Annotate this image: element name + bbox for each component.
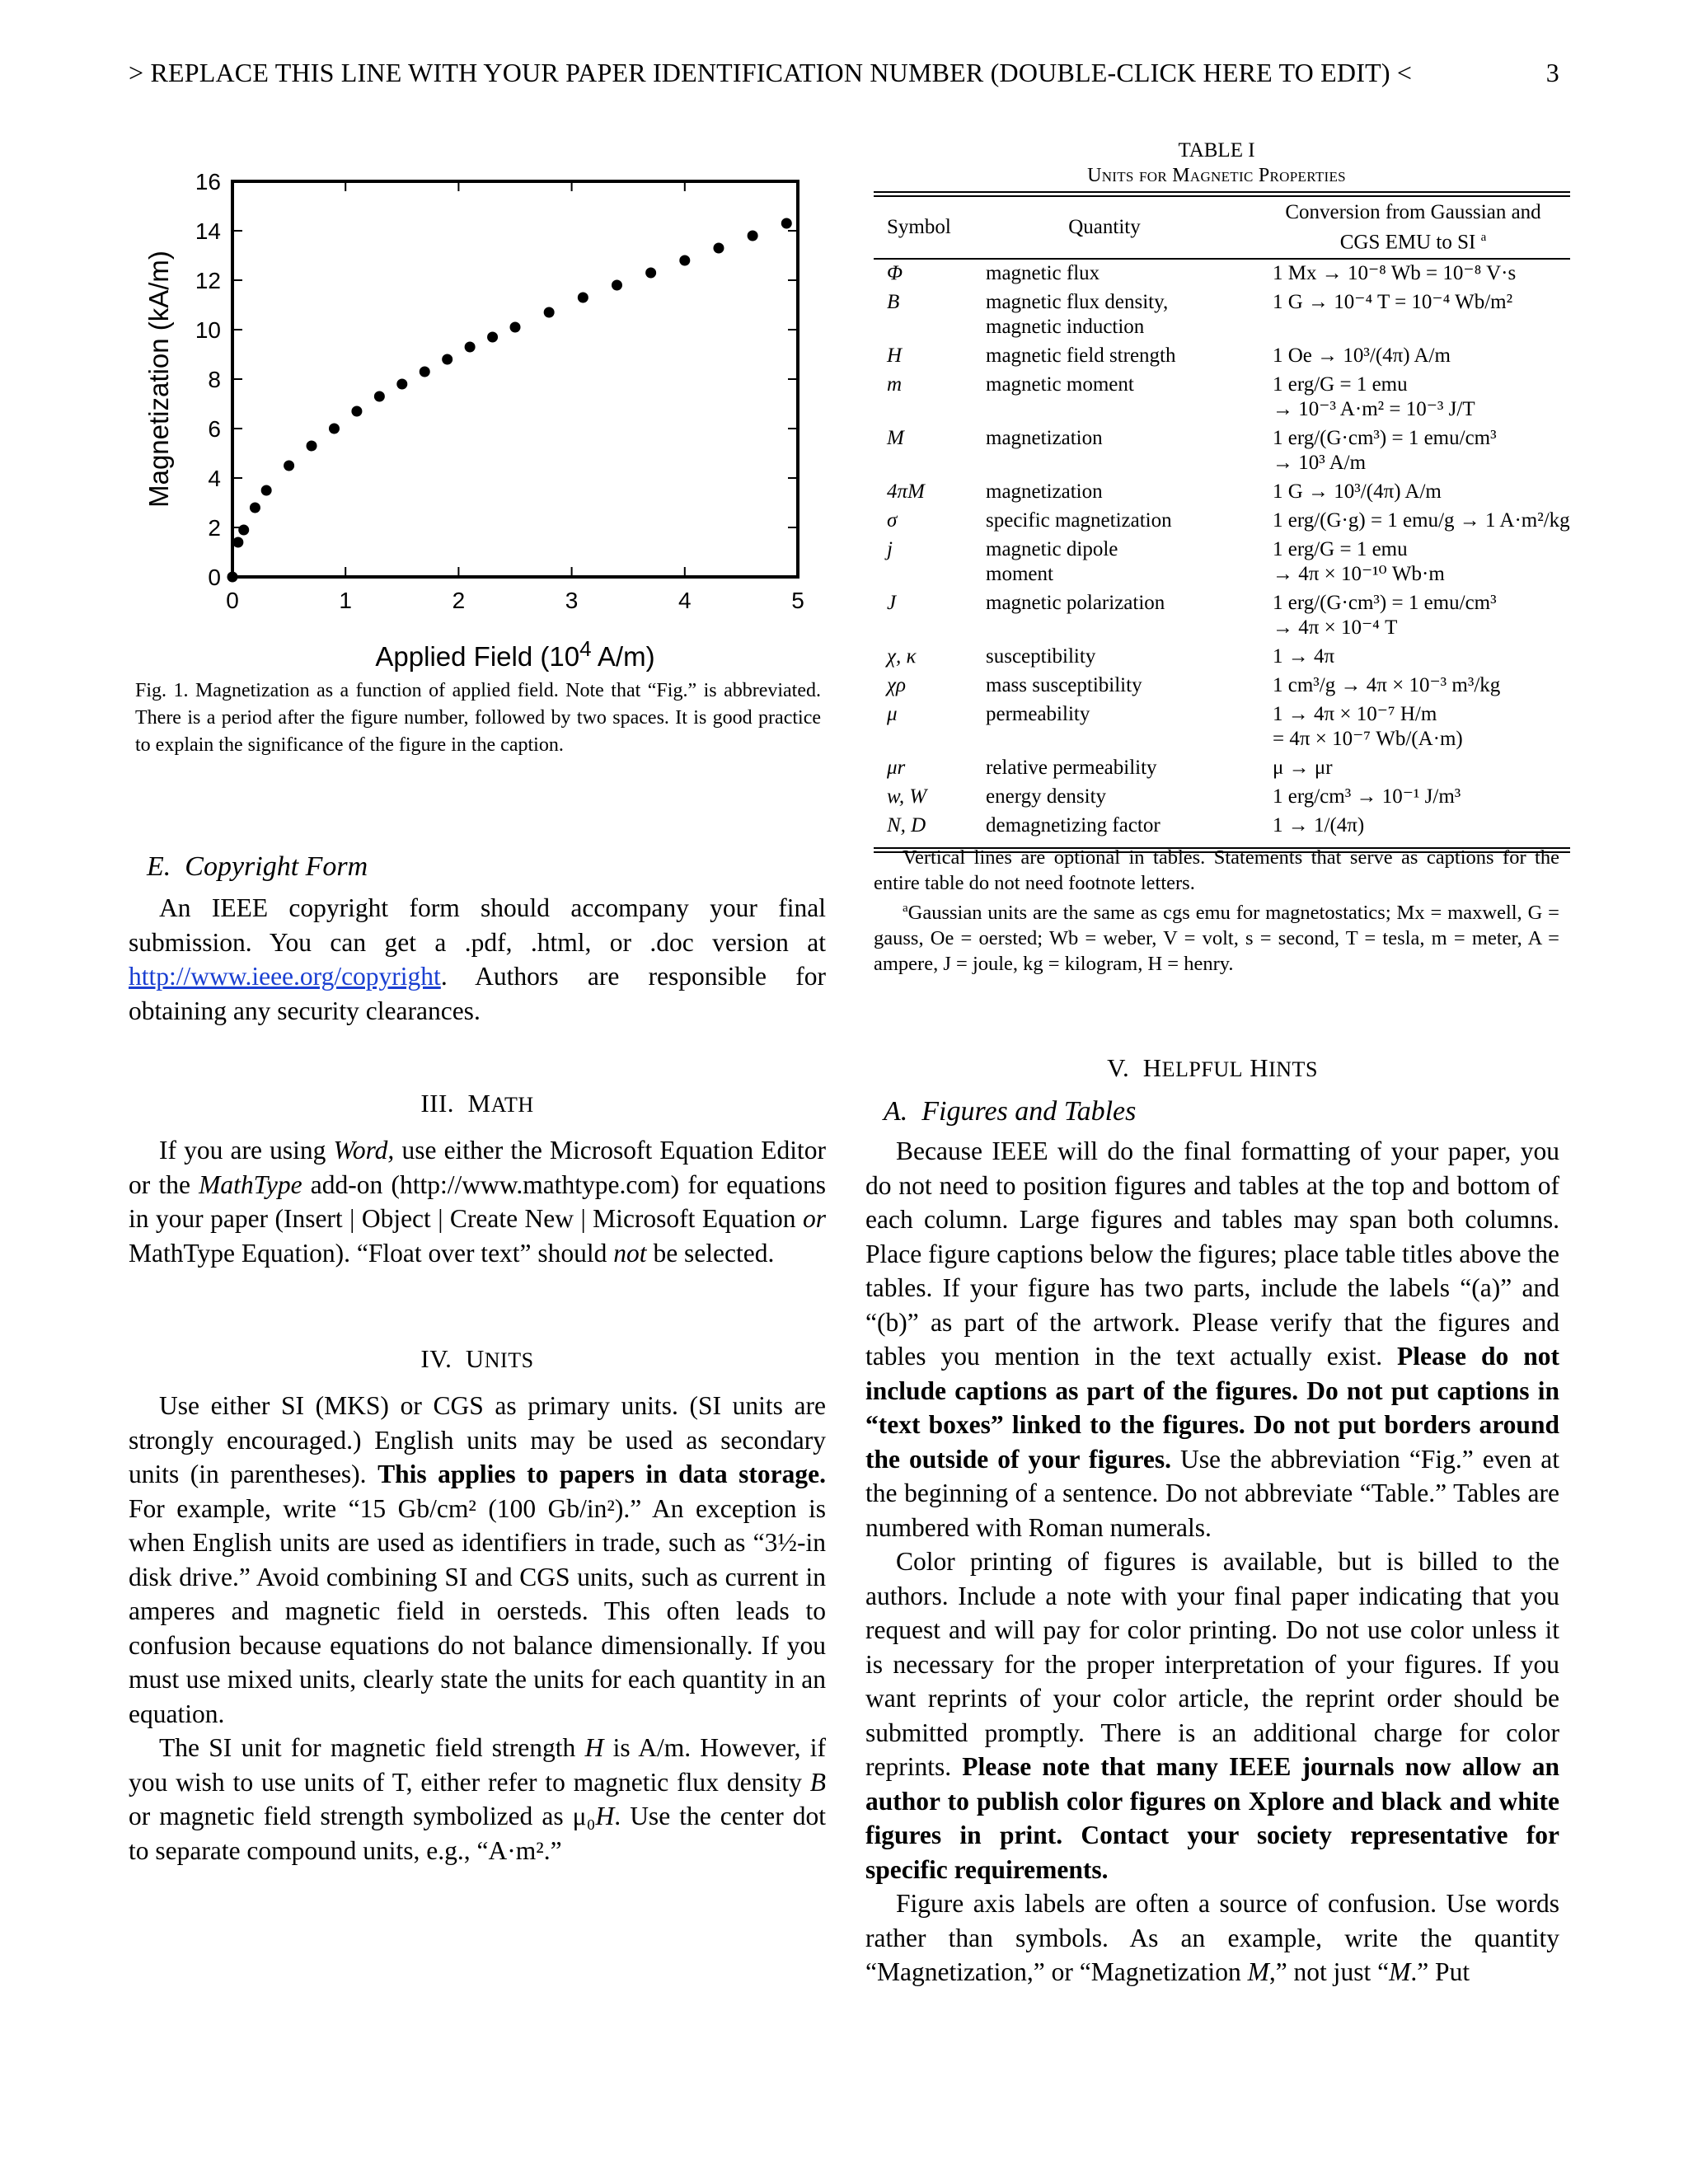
magnetization-plot <box>132 157 824 676</box>
data-point <box>645 268 656 279</box>
table-row <box>874 507 1570 536</box>
symbol-cell: χρ <box>887 674 906 697</box>
data-point <box>544 307 555 318</box>
quantity-cell: magnetic moment <box>986 373 1134 396</box>
conversion-cell: 1 Oe → 10³/(4π) A/m <box>1273 344 1451 368</box>
symbol-cell: B <box>887 291 900 314</box>
symbol-cell: w, W <box>887 785 927 808</box>
units-paragraph-2: The SI unit for magnetic field strength H is A/m. However, if you wish to use units of T, either refer to magnetic flux density B or magnetic field strength symbolized as μ₀H. Use the center dot to separate compound units, e.g., “A·m².” <box>129 1733 827 1865</box>
copyright-paragraph: An IEEE copyright form should accompany your final submission. You can get a .pdf, .html, or .doc version at http://www.ieee.org/copyright. Authors are responsible for obtaining any security clearances. <box>129 893 826 1025</box>
table-row <box>874 672 1570 701</box>
y-tick-label: 2 <box>208 515 221 541</box>
conversion-cell: 1 → 1/(4π) <box>1273 814 1365 837</box>
data-point <box>510 322 521 333</box>
conversion-cell: 1 → 4π <box>1273 645 1335 668</box>
y-tick-label: 4 <box>208 466 221 491</box>
symbol-cell: N, D <box>887 814 926 837</box>
symbol-cell: J <box>887 592 897 615</box>
x-tick-label: 5 <box>791 588 804 613</box>
figures-paragraph-2: Color printing of figures is available, but is billed to the authors. Include a note with your final paper indicating that you request and will pay for color printing. Do not use color unless it is necessary for the proper interpretation of your figures. If you want reprints of your color article, the reprint order should be submitted promptly. There is an additional charge for color reprints. Please note that many IEEE journals now allow an author to publish color figures on Xplore and black and white figures in print. Contact your society representative for specific requirements. <box>865 1547 1559 1884</box>
quantity-cell: susceptibility <box>986 645 1096 668</box>
quantity-cell: magnetic dipole moment <box>986 538 1118 586</box>
table-title <box>874 138 1559 188</box>
conversion-cell: 1 erg/(G·cm³) = 1 emu/cm³ → 4π × 10⁻⁴ T <box>1273 592 1497 640</box>
data-point <box>781 218 792 229</box>
data-point <box>227 572 238 583</box>
x-tick-label: 4 <box>678 588 692 613</box>
quantity-cell: magnetization <box>986 427 1103 450</box>
copyright-link[interactable]: http://www.ieee.org/copyright <box>129 962 441 991</box>
running-header <box>129 58 1559 88</box>
y-tick-label: 6 <box>208 416 221 442</box>
data-point <box>679 255 690 266</box>
figures-paragraph-1: Because IEEE will do the final formatting of your paper, you do not need to position figures and tables at the top and bottom of each column. Large figures and tables may span both columns. Place figure captions below the figures; place table titles above the tables. If your figure has two parts, include the labels “(a)” and “(b)” as part of the artwork. Please verify that the figures and tables you mention in the text actually exist. Please do not include captions as part of the figures. Do not put captions in “text boxes” linked to the figures. Do not put borders around the outside of your figures. Use the abbreviation “Fig.” even at the beginning of a sentence. Do not abbreviate “Table.” Tables are numbered with Roman numerals. <box>865 1137 1560 1542</box>
table-notes <box>874 845 1559 977</box>
table-row <box>874 701 1570 754</box>
data-point <box>578 293 588 303</box>
right-column <box>865 1053 1559 1990</box>
x-tick-label: 3 <box>565 588 579 613</box>
units-paragraph-1: Use either SI (MKS) or CGS as primary units. (SI units are strongly encouraged.) English units may be used as secondary units (in parentheses). This applies to papers in data storage. For example, write “15 Gb/cm² (100 Gb/in²).” An exception is when English units are used as identifiers in trade, such as “3½-in disk drive.” Avoid combining SI and CGS units, such as current in amperes and magnetic field in oersteds. This often leads to confusion because equations do not balance dimensionally. If you must use mixed units, clearly state the units for each quantity in an equation. <box>129 1391 826 1728</box>
symbol-cell: μ <box>887 703 898 726</box>
hints-heading: V. HELPFUL HINTS <box>1107 1053 1318 1082</box>
data-point <box>748 231 758 241</box>
copyright-heading: E. Copyright Form <box>147 851 368 882</box>
quantity-cell: magnetization <box>986 480 1103 504</box>
symbol-cell: m <box>887 373 903 396</box>
quantity-cell: magnetic flux <box>986 262 1100 285</box>
table-row <box>874 783 1570 812</box>
y-tick-label: 12 <box>195 268 221 293</box>
data-point <box>420 367 430 377</box>
conversion-cell: 1 → 4π × 10⁻⁷ H/m = 4π × 10⁻⁷ Wb/(A·m) <box>1273 703 1463 751</box>
table-caption: Units for Magnetic Properties <box>1087 165 1346 186</box>
table-row <box>874 536 1570 589</box>
table-note-a: $^a$Gaussian units are the same as cgs emu for magnetostatics; Mx = maxwell, G = gauss, Oe = oersted; Wb = weber, V = volt, s = second, T = tesla, m = meter, A = ampere, J = joule, kg = kilogram, H = henry. <box>874 902 1559 976</box>
symbol-cell: j <box>887 538 893 561</box>
x-axis-label: Applied Field ($10^4$ A/m) <box>375 636 655 672</box>
symbol-cell: σ <box>887 509 898 532</box>
conversion-cell: 1 G → 10³/(4π) A/m <box>1273 480 1442 504</box>
x-tick-label: 2 <box>452 588 466 613</box>
table-row <box>874 342 1570 371</box>
data-point <box>351 406 362 417</box>
figures-paragraph-3: Figure axis labels are often a source of confusion. Use words rather than symbols. As an example, write the quantity “Magnetization,” or “Magnetization M,” not just “M.” Put <box>865 1889 1559 1986</box>
data-point <box>487 332 498 343</box>
data-point <box>442 354 452 365</box>
y-tick-label: 10 <box>195 317 221 343</box>
header-symbol: Symbol <box>887 216 951 239</box>
symbol-cell: M <box>887 427 904 450</box>
table-row <box>874 478 1570 507</box>
quantity-cell: permeability <box>986 703 1090 726</box>
data-point <box>396 379 407 390</box>
table-top-rule <box>874 191 1570 197</box>
quantity-cell: demagnetizing factor <box>986 814 1160 837</box>
data-point <box>612 280 622 291</box>
table-row <box>874 589 1570 643</box>
data-point <box>713 243 724 254</box>
header-quantity: Quantity <box>1068 216 1141 239</box>
conversion-cell: 1 erg/(G·cm³) = 1 emu/cm³ → 10³ A/m <box>1273 427 1497 475</box>
conversion-cell: 1 erg/(G·g) = 1 emu/g → 1 A·m²/kg <box>1273 509 1570 532</box>
conversion-cell: 1 cm³/g → 4π × 10⁻³ m³/kg <box>1273 674 1501 697</box>
table-row <box>874 812 1570 841</box>
figure-caption: Fig. 1. Magnetization as a function of applied field. Note that “Fig.” is abbreviated. There is a period after the figure number, followed by two spaces. It is good practice to explain the significance of the figure in the caption. <box>135 680 821 756</box>
quantity-cell: mass susceptibility <box>986 674 1142 697</box>
conversion-cell: 1 erg/G = 1 emu → 4π × 10⁻¹⁰ Wb·m <box>1273 538 1445 586</box>
quantity-cell: relative permeability <box>986 757 1157 780</box>
y-tick-label: 8 <box>208 367 221 392</box>
table-row <box>874 424 1570 478</box>
data-point <box>261 485 272 496</box>
conversion-cell: 1 erg/cm³ → 10⁻¹ J/m³ <box>1273 785 1461 808</box>
figures-tables-heading: A. Figures and Tables <box>884 1096 1137 1127</box>
symbol-cell: μr <box>887 757 906 780</box>
symbol-cell: H <box>887 344 903 368</box>
conversion-cell: 1 Mx → 10⁻⁸ Wb = 10⁻⁸ V·s <box>1273 262 1517 285</box>
quantity-cell: specific magnetization <box>986 509 1172 532</box>
table-row <box>874 371 1570 424</box>
table-body <box>874 259 1570 841</box>
table-header-row <box>874 197 1570 259</box>
math-paragraph: If you are using Word, use either the Microsoft Equation Editor or the MathType add-on (http://www.mathtype.com) for equations in your paper (Insert | Object | Create New | Microsoft Equation or MathType Equation). “Float over text” should not be selected. <box>129 1136 826 1268</box>
table-row <box>874 754 1570 783</box>
plot-frame <box>232 181 798 577</box>
table-note-main: Vertical lines are optional in tables. Statements that serve as captions for the entire table do not need footnote letters. <box>874 846 1559 894</box>
table-row <box>874 288 1570 342</box>
table-row <box>874 259 1570 288</box>
y-tick-label: 0 <box>208 565 221 590</box>
data-point <box>238 525 249 536</box>
data-point <box>465 342 476 353</box>
data-point <box>329 424 340 434</box>
math-heading: III. MATH <box>420 1089 534 1118</box>
symbol-cell: 4πM <box>887 480 925 504</box>
units-heading: IV. UNITS <box>420 1344 534 1373</box>
conversion-cell: 1 erg/G = 1 emu → 10⁻³ A·m² = 10⁻³ J/T <box>1273 373 1475 421</box>
left-column <box>129 851 826 1868</box>
symbol-cell: Φ <box>887 262 903 285</box>
data-point <box>250 503 260 513</box>
units-table <box>874 191 1570 853</box>
table-number: TABLE I <box>1178 139 1255 162</box>
symbol-cell: χ, κ <box>887 645 917 668</box>
data-point <box>232 537 243 548</box>
data-point <box>374 391 385 402</box>
data-point <box>284 461 294 471</box>
paper-id-line[interactable]: > REPLACE THIS LINE WITH YOUR PAPER IDENTIFICATION NUMBER (DOUBLE-CLICK HERE TO EDIT) < <box>129 58 1413 87</box>
y-tick-label: 16 <box>195 169 221 194</box>
page-number: 3 <box>1545 58 1559 87</box>
x-tick-label: 0 <box>226 588 239 613</box>
quantity-cell: energy density <box>986 785 1107 808</box>
quantity-cell: magnetic flux density, magnetic induction <box>986 291 1169 339</box>
quantity-cell: magnetic field strength <box>986 344 1176 368</box>
x-tick-label: 1 <box>339 588 352 613</box>
y-axis-label: Magnetization (kA/m) <box>143 251 174 508</box>
conversion-cell: μ → μr <box>1273 757 1333 780</box>
table-row <box>874 643 1570 672</box>
quantity-cell: magnetic polarization <box>986 592 1165 615</box>
header-conversion: Conversion from Gaussian and CGS EMU to SI $^a$ <box>1285 201 1541 254</box>
y-tick-label: 14 <box>195 218 221 244</box>
conversion-cell: 1 G → 10⁻⁴ T = 10⁻⁴ Wb/m² <box>1273 291 1513 314</box>
data-point <box>307 441 317 452</box>
